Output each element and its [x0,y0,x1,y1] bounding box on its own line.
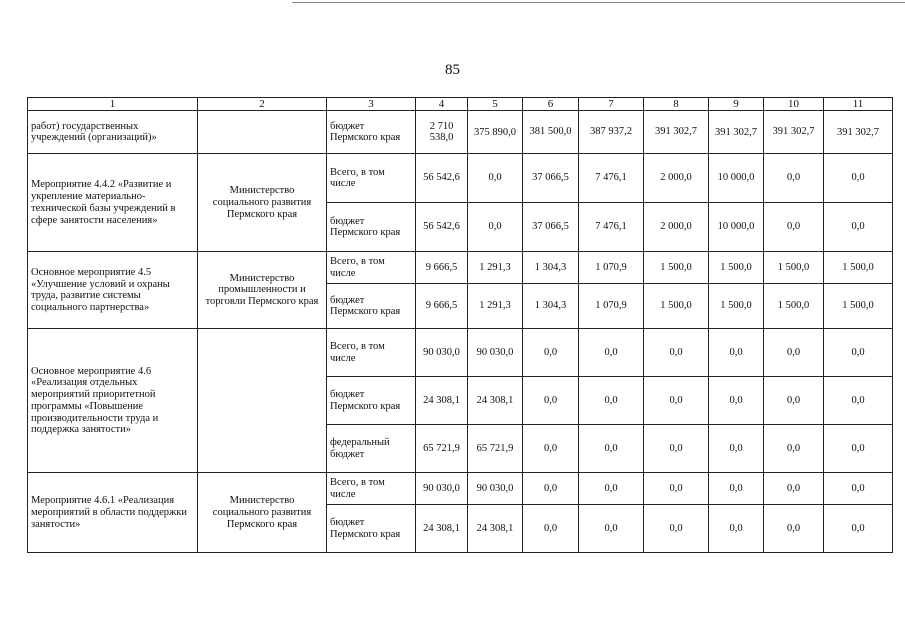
activity-name-cell: Мероприятие 4.4.2 «Развитие и укрепление материально-технической базы учреждений в сфере занятости населения» [28,154,198,252]
value-cell: 1 500,0 [764,284,824,329]
value-cell: 0,0 [824,473,893,505]
column-number: 11 [824,98,893,111]
funding-source-cell: Всего, в том числе [327,252,416,284]
table-row [28,252,893,284]
value-cell: 90 030,0 [468,329,523,377]
executor-cell: Министерство социального развития Пермского края [198,473,327,553]
value-cell: 24 308,1 [468,377,523,425]
value-cell: 387 937,2 [579,111,644,154]
value-cell: 391 302,7 [709,111,764,154]
table-row [28,473,893,505]
column-number: 1 [28,98,198,111]
value-cell: 0,0 [644,377,709,425]
funding-source-cell: федеральный бюджет [327,425,416,473]
column-number: 10 [764,98,824,111]
funding-source-cell: бюджет Пермского края [327,284,416,329]
value-cell: 1 304,3 [523,252,579,284]
column-number: 6 [523,98,579,111]
value-cell: 7 476,1 [579,203,644,252]
value-cell: 1 500,0 [824,252,893,284]
value-cell: 24 308,1 [416,505,468,553]
value-cell: 0,0 [824,329,893,377]
value-cell: 0,0 [709,377,764,425]
value-cell: 0,0 [764,203,824,252]
table-row [28,111,893,154]
column-number-row [28,98,893,111]
value-cell: 0,0 [764,329,824,377]
value-cell: 0,0 [523,329,579,377]
value-cell: 0,0 [764,425,824,473]
value-cell: 0,0 [824,203,893,252]
value-cell: 0,0 [644,329,709,377]
value-cell: 1 070,9 [579,252,644,284]
value-cell: 0,0 [523,425,579,473]
column-number: 3 [327,98,416,111]
value-cell: 0,0 [709,329,764,377]
value-cell: 0,0 [709,425,764,473]
funding-source-cell: бюджет Пермского края [327,111,416,154]
value-cell: 2 000,0 [644,203,709,252]
table-row [28,329,893,377]
value-cell: 37 066,5 [523,154,579,203]
value-cell: 7 476,1 [579,154,644,203]
value-cell: 0,0 [523,473,579,505]
value-cell: 1 500,0 [764,252,824,284]
value-cell: 0,0 [523,505,579,553]
value-cell: 0,0 [824,154,893,203]
value-cell: 0,0 [579,377,644,425]
value-cell: 65 721,9 [416,425,468,473]
value-cell: 0,0 [579,505,644,553]
value-cell: 1 291,3 [468,284,523,329]
executor-cell [198,111,327,154]
column-number: 8 [644,98,709,111]
value-cell: 0,0 [764,377,824,425]
value-cell: 24 308,1 [416,377,468,425]
value-cell: 1 500,0 [644,284,709,329]
value-cell: 9 666,5 [416,252,468,284]
value-cell: 56 542,6 [416,154,468,203]
value-cell: 1 304,3 [523,284,579,329]
value-cell: 0,0 [523,377,579,425]
funding-source-cell: бюджет Пермского края [327,377,416,425]
top-border-line [292,2,905,3]
value-cell: 391 302,7 [644,111,709,154]
value-cell: 0,0 [468,154,523,203]
value-cell: 0,0 [644,425,709,473]
executor-cell [198,329,327,473]
column-number: 5 [468,98,523,111]
executor-cell: Министерство социального развития Пермского края [198,154,327,252]
value-cell: 0,0 [468,203,523,252]
value-cell: 1 500,0 [709,284,764,329]
executor-cell: Министерство промышленности и торговли Пермского края [198,252,327,329]
column-number: 9 [709,98,764,111]
value-cell: 90 030,0 [468,473,523,505]
value-cell: 375 890,0 [468,111,523,154]
activity-name-cell: Основное мероприятие 4.5 «Улучшение условий и охраны труда, развитие системы социального партнерства» [28,252,198,329]
value-cell: 90 030,0 [416,473,468,505]
value-cell: 0,0 [764,154,824,203]
value-cell: 10 000,0 [709,154,764,203]
value-cell: 0,0 [824,377,893,425]
column-number: 2 [198,98,327,111]
page-number: 85 [445,62,460,78]
funding-source-cell: Всего, в том числе [327,154,416,203]
value-cell: 0,0 [764,505,824,553]
funding-source-cell: бюджет Пермского края [327,505,416,553]
activity-name-cell: Основное мероприятие 4.6 «Реализация отдельных мероприятий приоритетной программы «Повышение производительности труда и поддержка занятости» [28,329,198,473]
value-cell: 1 500,0 [709,252,764,284]
value-cell: 0,0 [644,473,709,505]
value-cell: 10 000,0 [709,203,764,252]
value-cell: 0,0 [824,505,893,553]
value-cell: 0,0 [709,473,764,505]
value-cell: 2 000,0 [644,154,709,203]
value-cell: 65 721,9 [468,425,523,473]
budget-table [27,97,893,553]
value-cell: 1 070,9 [579,284,644,329]
value-cell: 0,0 [579,473,644,505]
value-cell: 24 308,1 [468,505,523,553]
column-number: 4 [416,98,468,111]
value-cell: 0,0 [579,425,644,473]
value-cell: 56 542,6 [416,203,468,252]
value-cell: 1 500,0 [824,284,893,329]
funding-source-cell: Всего, в том числе [327,473,416,505]
value-cell: 381 500,0 [523,111,579,154]
value-cell: 0,0 [644,505,709,553]
value-cell: 90 030,0 [416,329,468,377]
value-cell: 391 302,7 [824,111,893,154]
value-cell: 0,0 [824,425,893,473]
value-cell: 2 710 538,0 [416,111,468,154]
funding-source-cell: бюджет Пермского края [327,203,416,252]
column-number: 7 [579,98,644,111]
value-cell: 9 666,5 [416,284,468,329]
value-cell: 0,0 [579,329,644,377]
value-cell: 37 066,5 [523,203,579,252]
value-cell: 1 500,0 [644,252,709,284]
value-cell: 1 291,3 [468,252,523,284]
value-cell: 0,0 [764,473,824,505]
activity-name-cell: Мероприятие 4.6.1 «Реализация мероприятий в области поддержки занятости» [28,473,198,553]
funding-source-cell: Всего, в том числе [327,329,416,377]
value-cell: 391 302,7 [764,111,824,154]
value-cell: 0,0 [709,505,764,553]
activity-name-cell: работ) государственных учреждений (организаций)» [28,111,198,154]
table-row [28,154,893,203]
